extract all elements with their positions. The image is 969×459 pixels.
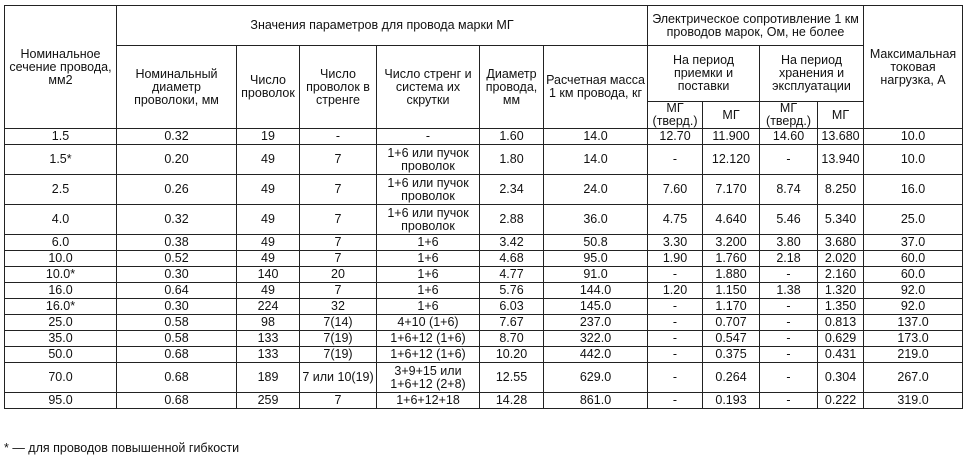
- cell-strands-system: 1+6: [377, 267, 480, 283]
- cell-acceptance-mg: 0.375: [703, 347, 760, 363]
- cell-acceptance-mg-hard: -: [648, 267, 703, 283]
- cell-max-load: 60.0: [864, 251, 963, 267]
- cell-max-load: 319.0: [864, 393, 963, 409]
- cell-storage-mg: 5.340: [818, 205, 864, 235]
- cell-mass: 91.0: [544, 267, 648, 283]
- cell-wire-diameter: 0.30: [117, 267, 237, 283]
- cell-acceptance-mg: 11.900: [703, 129, 760, 145]
- cell-wire-count: 133: [237, 331, 300, 347]
- header-group-params: Значения параметров для провода марки МГ: [117, 6, 648, 46]
- cell-mass: 24.0: [544, 175, 648, 205]
- header-wire-count: Число проволок: [237, 46, 300, 129]
- cell-storage-mg-hard: 3.80: [760, 235, 818, 251]
- cell-storage-mg: 3.680: [818, 235, 864, 251]
- cell-storage-mg: 0.304: [818, 363, 864, 393]
- cell-wires-in-strand: 7: [300, 251, 377, 267]
- cell-strands-system: 1+6 или пучок проволок: [377, 145, 480, 175]
- cell-wires-in-strand: 7(19): [300, 347, 377, 363]
- cell-wire-count: 140: [237, 267, 300, 283]
- cell-wire-count: 49: [237, 145, 300, 175]
- cell-section: 6.0: [5, 235, 117, 251]
- table-row: [5, 299, 963, 315]
- cell-diameter: 5.76: [480, 283, 544, 299]
- cell-section: 95.0: [5, 393, 117, 409]
- cell-acceptance-mg: 0.264: [703, 363, 760, 393]
- cell-strands-system: 1+6 или пучок проволок: [377, 175, 480, 205]
- header-acceptance-mg-hard: МГ (тверд.): [648, 102, 703, 129]
- cell-max-load: 10.0: [864, 129, 963, 145]
- cell-max-load: 16.0: [864, 175, 963, 205]
- cell-wires-in-strand: 7: [300, 235, 377, 251]
- header-group-resistance: Электрическое сопротивление 1 км проводов марок, Ом, не более: [648, 6, 864, 46]
- cell-section: 35.0: [5, 331, 117, 347]
- cell-wires-in-strand: 7: [300, 145, 377, 175]
- cell-section: 25.0: [5, 315, 117, 331]
- cell-storage-mg: 13.680: [818, 129, 864, 145]
- cell-acceptance-mg-hard: -: [648, 315, 703, 331]
- cell-acceptance-mg-hard: -: [648, 393, 703, 409]
- cell-mass: 144.0: [544, 283, 648, 299]
- cell-diameter: 7.67: [480, 315, 544, 331]
- table-row: [5, 235, 963, 251]
- cell-mass: 861.0: [544, 393, 648, 409]
- cell-acceptance-mg: 1.760: [703, 251, 760, 267]
- cell-acceptance-mg: 1.150: [703, 283, 760, 299]
- cell-storage-mg: 1.350: [818, 299, 864, 315]
- cell-mass: 36.0: [544, 205, 648, 235]
- header-period-acceptance: На период приемки и поставки: [648, 46, 760, 102]
- wire-parameters-table: [4, 5, 963, 409]
- cell-acceptance-mg-hard: 1.90: [648, 251, 703, 267]
- table-row: [5, 331, 963, 347]
- header-acceptance-mg: МГ: [703, 102, 760, 129]
- header-section: Номинальное сечение провода, мм2: [5, 6, 117, 129]
- cell-mass: 322.0: [544, 331, 648, 347]
- cell-storage-mg-hard: -: [760, 347, 818, 363]
- cell-wire-diameter: 0.58: [117, 331, 237, 347]
- cell-diameter: 4.68: [480, 251, 544, 267]
- cell-wires-in-strand: 7: [300, 283, 377, 299]
- table-row: [5, 145, 963, 175]
- cell-storage-mg-hard: -: [760, 267, 818, 283]
- cell-storage-mg: 0.629: [818, 331, 864, 347]
- cell-wire-count: 49: [237, 175, 300, 205]
- cell-wire-diameter: 0.30: [117, 299, 237, 315]
- cell-wires-in-strand: 20: [300, 267, 377, 283]
- cell-section: 1.5*: [5, 145, 117, 175]
- cell-section: 10.0: [5, 251, 117, 267]
- cell-storage-mg: 13.940: [818, 145, 864, 175]
- cell-wire-count: 224: [237, 299, 300, 315]
- cell-section: 1.5: [5, 129, 117, 145]
- cell-wire-count: 189: [237, 363, 300, 393]
- cell-strands-system: 1+6 или пучок проволок: [377, 205, 480, 235]
- cell-storage-mg: 1.320: [818, 283, 864, 299]
- cell-wire-diameter: 0.68: [117, 347, 237, 363]
- cell-strands-system: 1+6+12+18: [377, 393, 480, 409]
- cell-mass: 629.0: [544, 363, 648, 393]
- table-row: [5, 315, 963, 331]
- cell-acceptance-mg-hard: 1.20: [648, 283, 703, 299]
- cell-storage-mg: 2.020: [818, 251, 864, 267]
- cell-wire-diameter: 0.32: [117, 205, 237, 235]
- cell-section: 16.0*: [5, 299, 117, 315]
- cell-diameter: 6.03: [480, 299, 544, 315]
- header-storage-mg-hard: МГ (тверд.): [760, 102, 818, 129]
- cell-strands-system: 1+6: [377, 299, 480, 315]
- cell-wire-diameter: 0.68: [117, 393, 237, 409]
- cell-max-load: 37.0: [864, 235, 963, 251]
- table-row: [5, 393, 963, 409]
- table-row: [5, 251, 963, 267]
- cell-mass: 50.8: [544, 235, 648, 251]
- table-row: [5, 175, 963, 205]
- cell-diameter: 3.42: [480, 235, 544, 251]
- cell-strands-system: -: [377, 129, 480, 145]
- cell-wires-in-strand: 32: [300, 299, 377, 315]
- header-storage-mg: МГ: [818, 102, 864, 129]
- cell-acceptance-mg-hard: -: [648, 145, 703, 175]
- cell-wire-diameter: 0.26: [117, 175, 237, 205]
- cell-acceptance-mg-hard: -: [648, 347, 703, 363]
- cell-mass: 95.0: [544, 251, 648, 267]
- header-period-storage: На период хранения и эксплуатации: [760, 46, 864, 102]
- cell-wires-in-strand: 7: [300, 175, 377, 205]
- header-wire-diameter: Номинальный диаметр проволоки, мм: [117, 46, 237, 129]
- cell-diameter: 2.34: [480, 175, 544, 205]
- cell-section: 70.0: [5, 363, 117, 393]
- cell-wire-count: 259: [237, 393, 300, 409]
- table-row: [5, 283, 963, 299]
- cell-diameter: 8.70: [480, 331, 544, 347]
- cell-max-load: 219.0: [864, 347, 963, 363]
- cell-storage-mg-hard: -: [760, 315, 818, 331]
- cell-diameter: 10.20: [480, 347, 544, 363]
- cell-max-load: 173.0: [864, 331, 963, 347]
- cell-mass: 145.0: [544, 299, 648, 315]
- cell-wire-count: 49: [237, 205, 300, 235]
- cell-strands-system: 1+6: [377, 283, 480, 299]
- cell-acceptance-mg: 3.200: [703, 235, 760, 251]
- cell-storage-mg: 0.431: [818, 347, 864, 363]
- cell-storage-mg-hard: -: [760, 145, 818, 175]
- cell-strands-system: 1+6+12 (1+6): [377, 347, 480, 363]
- cell-mass: 442.0: [544, 347, 648, 363]
- cell-diameter: 4.77: [480, 267, 544, 283]
- header-max-load: Максимальная токовая нагрузка, А: [864, 6, 963, 129]
- cell-section: 50.0: [5, 347, 117, 363]
- cell-max-load: 60.0: [864, 267, 963, 283]
- cell-section: 2.5: [5, 175, 117, 205]
- cell-max-load: 137.0: [864, 315, 963, 331]
- cell-diameter: 14.28: [480, 393, 544, 409]
- cell-mass: 14.0: [544, 145, 648, 175]
- cell-diameter: 1.60: [480, 129, 544, 145]
- cell-wire-diameter: 0.64: [117, 283, 237, 299]
- cell-acceptance-mg: 0.193: [703, 393, 760, 409]
- cell-wire-count: 49: [237, 283, 300, 299]
- cell-acceptance-mg: 1.170: [703, 299, 760, 315]
- cell-acceptance-mg: 4.640: [703, 205, 760, 235]
- cell-diameter: 1.80: [480, 145, 544, 175]
- cell-wire-diameter: 0.20: [117, 145, 237, 175]
- cell-section: 10.0*: [5, 267, 117, 283]
- cell-mass: 14.0: [544, 129, 648, 145]
- header-mass: Расчетная масса 1 км провода, кг: [544, 46, 648, 129]
- cell-wire-count: 133: [237, 347, 300, 363]
- cell-storage-mg: 0.813: [818, 315, 864, 331]
- cell-max-load: 25.0: [864, 205, 963, 235]
- cell-wire-count: 19: [237, 129, 300, 145]
- cell-wire-count: 49: [237, 235, 300, 251]
- cell-acceptance-mg-hard: 7.60: [648, 175, 703, 205]
- cell-diameter: 12.55: [480, 363, 544, 393]
- table-row: [5, 267, 963, 283]
- cell-acceptance-mg-hard: 4.75: [648, 205, 703, 235]
- cell-max-load: 10.0: [864, 145, 963, 175]
- cell-strands-system: 1+6: [377, 235, 480, 251]
- cell-wire-count: 49: [237, 251, 300, 267]
- cell-wire-diameter: 0.52: [117, 251, 237, 267]
- cell-wires-in-strand: 7 или 10(19): [300, 363, 377, 393]
- table-row: [5, 205, 963, 235]
- cell-section: 16.0: [5, 283, 117, 299]
- cell-mass: 237.0: [544, 315, 648, 331]
- cell-max-load: 92.0: [864, 299, 963, 315]
- cell-storage-mg-hard: -: [760, 299, 818, 315]
- cell-wires-in-strand: 7: [300, 393, 377, 409]
- cell-storage-mg-hard: -: [760, 331, 818, 347]
- table-row: [5, 363, 963, 393]
- cell-storage-mg-hard: 5.46: [760, 205, 818, 235]
- cell-acceptance-mg: 1.880: [703, 267, 760, 283]
- cell-acceptance-mg-hard: -: [648, 363, 703, 393]
- cell-acceptance-mg: 0.547: [703, 331, 760, 347]
- cell-wire-diameter: 0.58: [117, 315, 237, 331]
- cell-storage-mg-hard: 8.74: [760, 175, 818, 205]
- cell-wires-in-strand: 7(14): [300, 315, 377, 331]
- header-diameter: Диаметр провода, мм: [480, 46, 544, 129]
- cell-max-load: 92.0: [864, 283, 963, 299]
- cell-acceptance-mg: 7.170: [703, 175, 760, 205]
- cell-acceptance-mg: 0.707: [703, 315, 760, 331]
- cell-acceptance-mg-hard: -: [648, 299, 703, 315]
- cell-wire-diameter: 0.32: [117, 129, 237, 145]
- cell-storage-mg-hard: 14.60: [760, 129, 818, 145]
- cell-storage-mg-hard: -: [760, 363, 818, 393]
- cell-wires-in-strand: 7(19): [300, 331, 377, 347]
- cell-strands-system: 3+9+15 или 1+6+12 (2+8): [377, 363, 480, 393]
- footnote: * — для проводов повышенной гибкости: [4, 441, 240, 455]
- cell-storage-mg: 0.222: [818, 393, 864, 409]
- header-strands-system: Число стренг и система их скрутки: [377, 46, 480, 129]
- header-wires-in-strand: Число проволок в стренге: [300, 46, 377, 129]
- cell-section: 4.0: [5, 205, 117, 235]
- cell-storage-mg: 8.250: [818, 175, 864, 205]
- cell-wires-in-strand: -: [300, 129, 377, 145]
- cell-acceptance-mg: 12.120: [703, 145, 760, 175]
- cell-storage-mg-hard: 1.38: [760, 283, 818, 299]
- table-row: [5, 347, 963, 363]
- table-row: [5, 129, 963, 145]
- cell-strands-system: 4+10 (1+6): [377, 315, 480, 331]
- cell-diameter: 2.88: [480, 205, 544, 235]
- cell-storage-mg: 2.160: [818, 267, 864, 283]
- cell-wire-diameter: 0.68: [117, 363, 237, 393]
- cell-acceptance-mg-hard: 3.30: [648, 235, 703, 251]
- cell-wire-count: 98: [237, 315, 300, 331]
- cell-acceptance-mg-hard: -: [648, 331, 703, 347]
- cell-storage-mg-hard: -: [760, 393, 818, 409]
- cell-strands-system: 1+6+12 (1+6): [377, 331, 480, 347]
- cell-strands-system: 1+6: [377, 251, 480, 267]
- cell-wire-diameter: 0.38: [117, 235, 237, 251]
- cell-max-load: 267.0: [864, 363, 963, 393]
- cell-acceptance-mg-hard: 12.70: [648, 129, 703, 145]
- cell-wires-in-strand: 7: [300, 205, 377, 235]
- cell-storage-mg-hard: 2.18: [760, 251, 818, 267]
